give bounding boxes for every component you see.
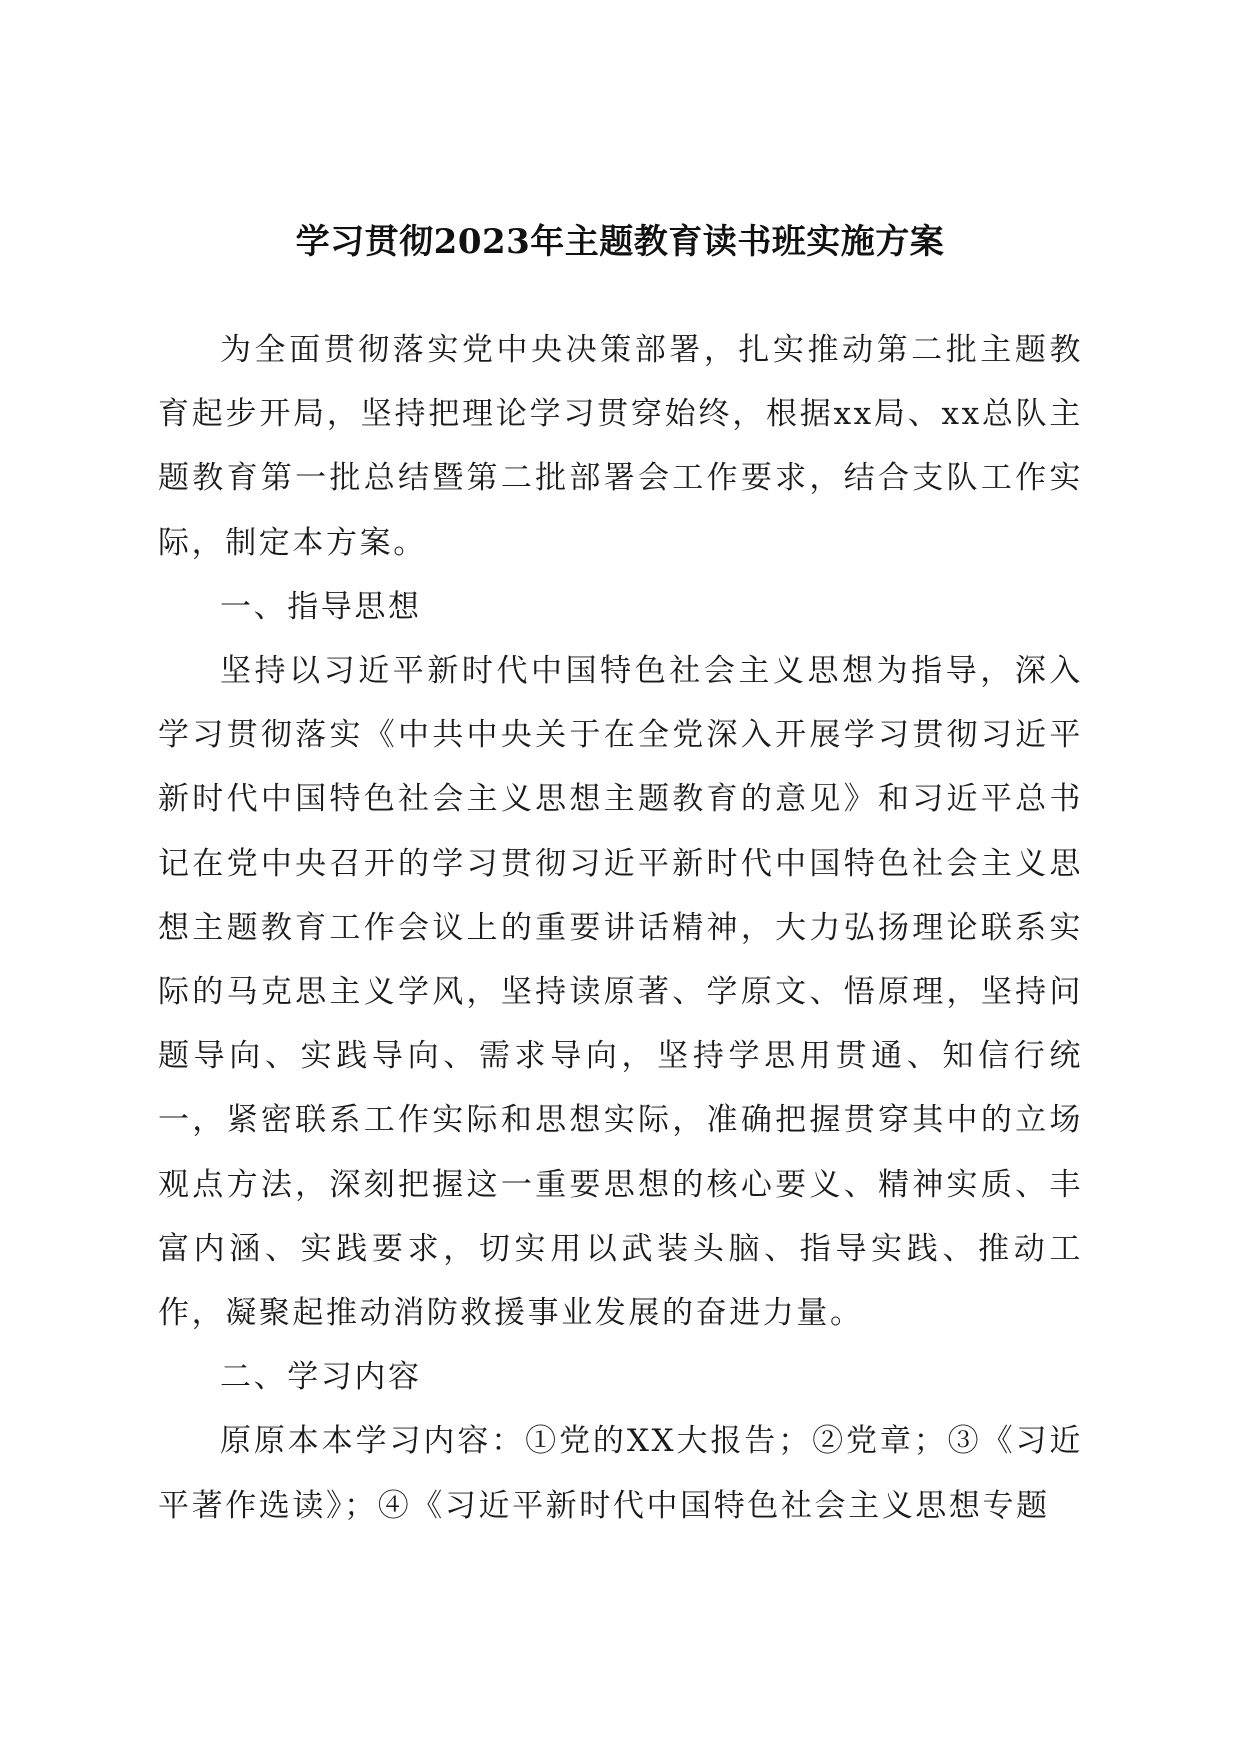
section-heading-guiding-ideology: 一、指导思想 bbox=[220, 588, 422, 625]
document-body bbox=[158, 318, 1083, 1538]
guiding-ideology-paragraph: 坚持以习近平新时代中国特色社会主义思想为指导，深入学习贯彻落实《中共中央关于在全党深入开展学习贯彻习近平新时代中国特色社会主义思想主题教育的意见》和习近平总书记在党中央召开的学习贯彻习近平新时代中国特色社会主义思想主题教育工作会议上的重要讲话精神，大力弘扬理论联系实际的马克思主义学风，坚持读原著、学原文、悟原理，坚持问题导向、实践导向、需求导向，坚持学思用贯通、知信行统一，紧密联系工作实际和思想实际，准确把握贯穿其中的立场观点方法，深刻把握这一重要思想的核心要义、精神实质、丰富内涵、实践要求，切实用以武装头脑、指导实践、推动工作，凝聚起推动消防救援事业发展的奋进力量。 bbox=[158, 653, 1083, 1332]
intro-paragraph: 为全面贯彻落实党中央决策部署，扎实推动第二批主题教育起步开局，坚持把理论学习贯穿始终，根据xx局、xx总队主题教育第一批总结暨第二批部署会工作要求，结合支队工作实际，制定本方案。 bbox=[158, 332, 1083, 561]
section-heading-study-content: 二、学习内容 bbox=[220, 1359, 422, 1396]
document-title: 学习贯彻2023年主题教育读书班实施方案 bbox=[295, 222, 945, 262]
study-content-paragraph: 原原本本学习内容：①党的XX大报告；②党章；③《习近平著作选读》；④《习近平新时代中国特色社会主义思想专题 bbox=[158, 1423, 1083, 1524]
